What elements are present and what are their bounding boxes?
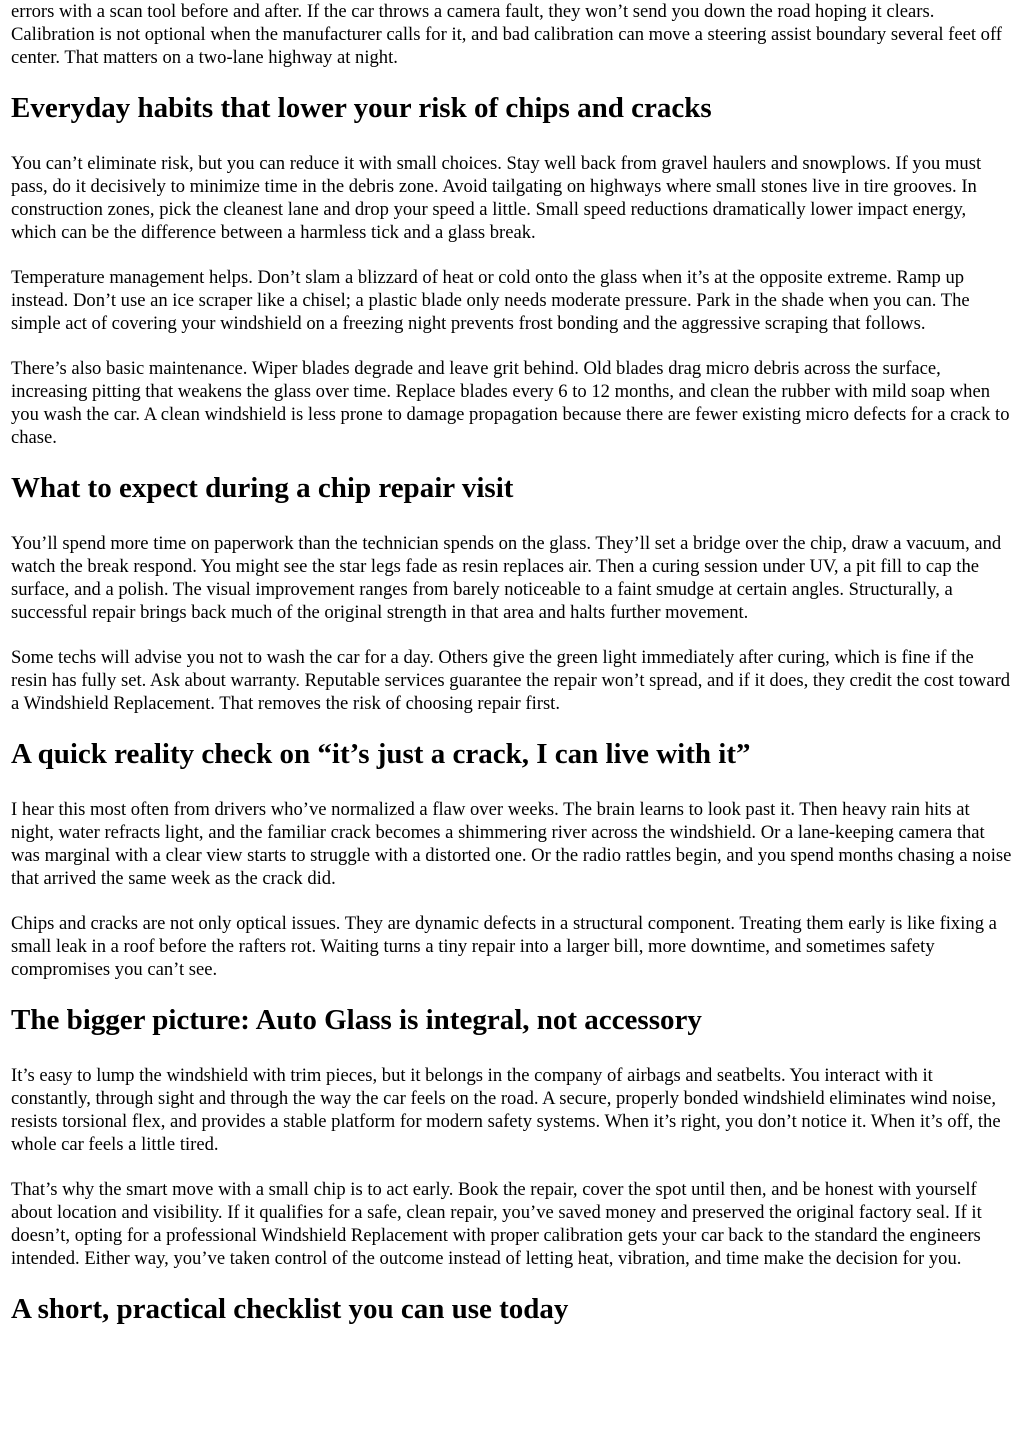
paragraph: There’s also basic maintenance. Wiper blades degrade and leave grit behind. Old blades drag micro debris across the surface, increasing pitting that weakens the glass over time. Replace blades every 6 to 12 months, and clean the rubber with mild soap when you wash the car. A clean windshield is less prone to damage propagation because there are fewer existing micro defects for a crack to chase. bbox=[11, 358, 1010, 448]
section-heading: A short, practical checklist you can use today bbox=[11, 1293, 569, 1325]
section-heading: Everyday habits that lower your risk of chips and cracks bbox=[11, 92, 712, 124]
paragraph: It’s easy to lump the windshield with trim pieces, but it belongs in the company of airbags and seatbelts. You interact with it constantly, through sight and through the way the car feels on the road. A secure, properly bonded windshield eliminates wind noise, resists torsional flex, and provides a stable platform for modern safety systems. When it’s right, you don’t notice it. When it’s off, the whole car feels a little tired. bbox=[11, 1065, 1001, 1155]
paragraph: Some techs will advise you not to wash the car for a day. Others give the green light immediately after curing, which is fine if the resin has fully set. Ask about warranty. Reputable services guarantee the repair won’t spread, and if it does, they credit the cost toward a Windshield Replacement. That removes the risk of choosing repair first. bbox=[11, 647, 1011, 714]
paragraph: errors with a scan tool before and after. If the car throws a camera fault, they won’t send you down the road hoping it clears. Calibration is not optional when the manufacturer calls for it, and bad calibration can move a steering assist boundary several feet off center. That matters on a two-lane highway at night. bbox=[11, 1, 1002, 68]
paragraph: You can’t eliminate risk, but you can reduce it with small choices. Stay well back from gravel haulers and snowplows. If you must pass, do it decisively to minimize time in the debris zone. Avoid tailgating on highways where small stones live in tire grooves. In construction zones, pick the cleanest lane and drop your speed a little. Small speed reductions dramatically lower impact energy, which can be the difference between a harmless tick and a glass break. bbox=[11, 153, 982, 243]
section-heading: What to expect during a chip repair visit bbox=[11, 472, 514, 504]
paragraph: Temperature management helps. Don’t slam a blizzard of heat or cold onto the glass when it’s at the opposite extreme. Ramp up instead. Don’t use an ice scraper like a chisel; a plastic blade only needs moderate pressure. Park in the shade when you can. The simple act of covering your windshield on a freezing night prevents frost bonding and the aggressive scraping that follows. bbox=[11, 267, 970, 334]
paragraph: I hear this most often from drivers who’ve normalized a flaw over weeks. The brain learns to look past it. Then heavy rain hits at night, water refracts light, and the familiar crack becomes a shimmering river across the windshield. Or a lane-keeping camera that was marginal with a clear view starts to struggle with a distorted one. Or the radio rattles begin, and you spend months chasing a noise that arrived the same week as the crack did. bbox=[11, 799, 1012, 889]
paragraph: Chips and cracks are not only optical issues. They are dynamic defects in a structural component. Treating them early is like fixing a small leak in a roof before the rafters rot. Waiting turns a tiny repair into a larger bill, more downtime, and sometimes safety compromises you can’t see. bbox=[11, 913, 997, 980]
section-heading: A quick reality check on “it’s just a crack, I can live with it” bbox=[11, 738, 751, 770]
paragraph: That’s why the smart move with a small chip is to act early. Book the repair, cover the spot until then, and be honest with yourself about location and visibility. If it qualifies for a safe, clean repair, you’ve saved money and preserved the original factory seal. If it doesn’t, opting for a professional Windshield Replacement with proper calibration gets your car back to the standard the engineers intended. Either way, you’ve taken control of the outcome instead of letting heat, vibration, and time make the decision for you. bbox=[11, 1179, 982, 1269]
paragraph: You’ll spend more time on paperwork than the technician spends on the glass. They’ll set a bridge over the chip, draw a vacuum, and watch the break respond. You might see the star legs fade as resin replaces air. Then a curing session under UV, a pit fill to cap the surface, and a polish. The visual improvement ranges from barely noticeable to a faint smudge at certain angles. Structurally, a successful repair brings back much of the original strength in that area and halts further movement. bbox=[11, 533, 1002, 623]
section-heading: The bigger picture: Auto Glass is integral, not accessory bbox=[11, 1004, 702, 1036]
